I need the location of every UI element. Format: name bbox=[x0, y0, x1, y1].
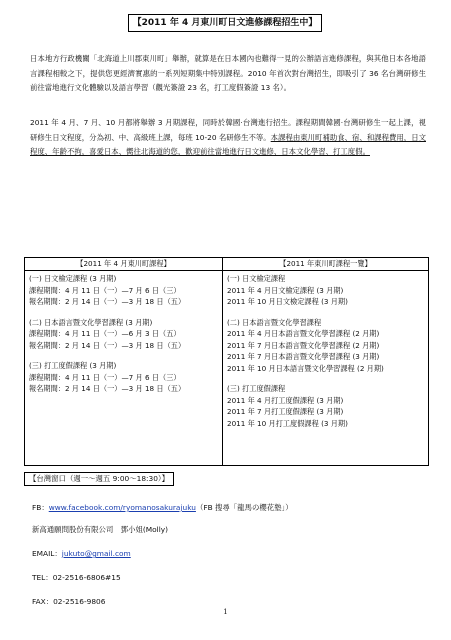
line-gap bbox=[227, 374, 424, 383]
schedule-line: (二) 日本語言暨文化學習課程 bbox=[227, 317, 322, 327]
fax-line: FAX：02-2516-9806 bbox=[32, 597, 106, 606]
schedule-line: 2011 年 10 月打工度假課程 (3 月期) bbox=[227, 418, 348, 428]
contact-section bbox=[24, 472, 428, 606]
email-label: EMAIL： bbox=[32, 549, 62, 558]
facebook-link[interactable]: www.facebook.com/ryomanosakurajuku bbox=[48, 503, 196, 512]
schedule-line: 2011 年 7 月日本語言暨文化學習課程 (3 月期) bbox=[227, 352, 380, 361]
april-course-column bbox=[25, 258, 223, 465]
schedule-line: (一) 日文檢定課程 bbox=[227, 274, 286, 283]
email-line bbox=[32, 548, 131, 559]
schedule-line: 2011 年 10 月日本語言暨文化學習課程 (2 月期) bbox=[227, 363, 384, 373]
page-number: 1 bbox=[223, 608, 228, 616]
schedule-line: 2011 年 10 月日文檢定課程 (3 月期) bbox=[227, 297, 348, 306]
schedule-line: (三) 打工度假課程 (3 月期) bbox=[29, 361, 117, 370]
schedule-line: 2011 年 7 月打工度假課程 (3 月期) bbox=[227, 407, 344, 416]
details-underlined-text: 本課程由東川町補助食、宿、和課程費用，日文程度、年齡不拘，喜愛日本、嚮往北海道的您，歡迎前往當地進行日文進修、日本文化學習、打工度假。 bbox=[30, 132, 426, 156]
company-line: 新高通願問股份有限公司 鄧小姐(Molly) bbox=[32, 525, 169, 534]
line-gap bbox=[227, 308, 424, 317]
document-title: 【2011 年 4 月東川町日文進修課程招生中】 bbox=[128, 14, 322, 32]
april-course-header: 【2011 年 4 月東川町課程】 bbox=[25, 258, 222, 271]
schedule-line: 課程期間：4 月 11 日（一）—7 月 6 日（三） bbox=[29, 285, 181, 295]
schedule-line: 報名期間：2 月 14 日（一）—3 月 18 日（五） bbox=[29, 384, 186, 393]
schedule-line: 報名期間：2 月 14 日（一）—3 月 18 日（五） bbox=[29, 340, 186, 350]
schedule-table bbox=[24, 257, 429, 466]
schedule-line: 2011 年 4 月打工度假課程 (3 月期) bbox=[227, 395, 344, 405]
facebook-label: FB： bbox=[32, 503, 49, 512]
schedule-line: 報名期間：2 月 14 日（一）—3 月 18 日（五） bbox=[29, 297, 186, 306]
details-lead-text: 2011 年 4 月、7 月、10 月都將舉辦 3 月期課程，同時於韓國‧台灣進行招生。課程期間韓國‧台灣研修生一起上課，視研修生日文程度，分為初、中、高級班上課，每班 10-20 名研修生不等。 bbox=[30, 118, 426, 142]
schedule-line: (三) 打工度假課程 bbox=[227, 384, 286, 393]
schedule-line: 2011 年 4 月日本語言暨文化學習課程 (2 月期) bbox=[227, 329, 380, 338]
facebook-note: （FB 搜尋「龍馬の櫻花塾」） bbox=[195, 503, 293, 512]
schedule-line: 2011 年 7 月日本語言暨文化學習課程 (2 月期) bbox=[227, 340, 380, 350]
intro-paragraph: 日本地方行政機關「北海道上川郡東川町」舉辦，就算是在日本國內也難得一見的公辦語言進修課程，與其他日本各地語言課程相較之下，提供您更經濟實惠的一系列短期集中特別課程。2010 年首次對台灣招生，即吸引了 36 名台灣研修生前往當地進行文化體驗以及語言學習（觀光簽證 23 名，打工度假簽證 13 名）。 bbox=[30, 54, 426, 92]
schedule-line: 課程期間：4 月 11 日（一）—6 月 3 日（五） bbox=[29, 329, 181, 338]
email-link[interactable]: jukuto@gmail.com bbox=[61, 549, 131, 558]
schedule-line: 2011 年 4 月日文檢定課程 (3 月期) bbox=[227, 285, 344, 295]
schedule-line: 課程期間：4 月 11 日（一）—7 月 6 日（三） bbox=[29, 372, 181, 382]
tel-line: TEL：02-2516-6806#15 bbox=[32, 573, 121, 582]
april-course-lines bbox=[25, 271, 222, 395]
line-gap bbox=[29, 351, 218, 360]
facebook-line bbox=[32, 502, 293, 513]
schedule-line: (一) 日文檢定課程 (3 月期) bbox=[29, 274, 117, 283]
contact-header: 【台灣窗口（週一～週五 9:00～18:30）】 bbox=[24, 472, 174, 486]
line-gap bbox=[29, 308, 218, 317]
course-overview-header: 【2011 年東川町課程一覽】 bbox=[223, 258, 428, 271]
course-overview-column bbox=[223, 258, 428, 465]
schedule-line: (二) 日本語言暨文化學習課程 (3 月期) bbox=[29, 317, 153, 327]
course-overview-lines bbox=[223, 271, 428, 429]
details-paragraph bbox=[30, 116, 426, 160]
